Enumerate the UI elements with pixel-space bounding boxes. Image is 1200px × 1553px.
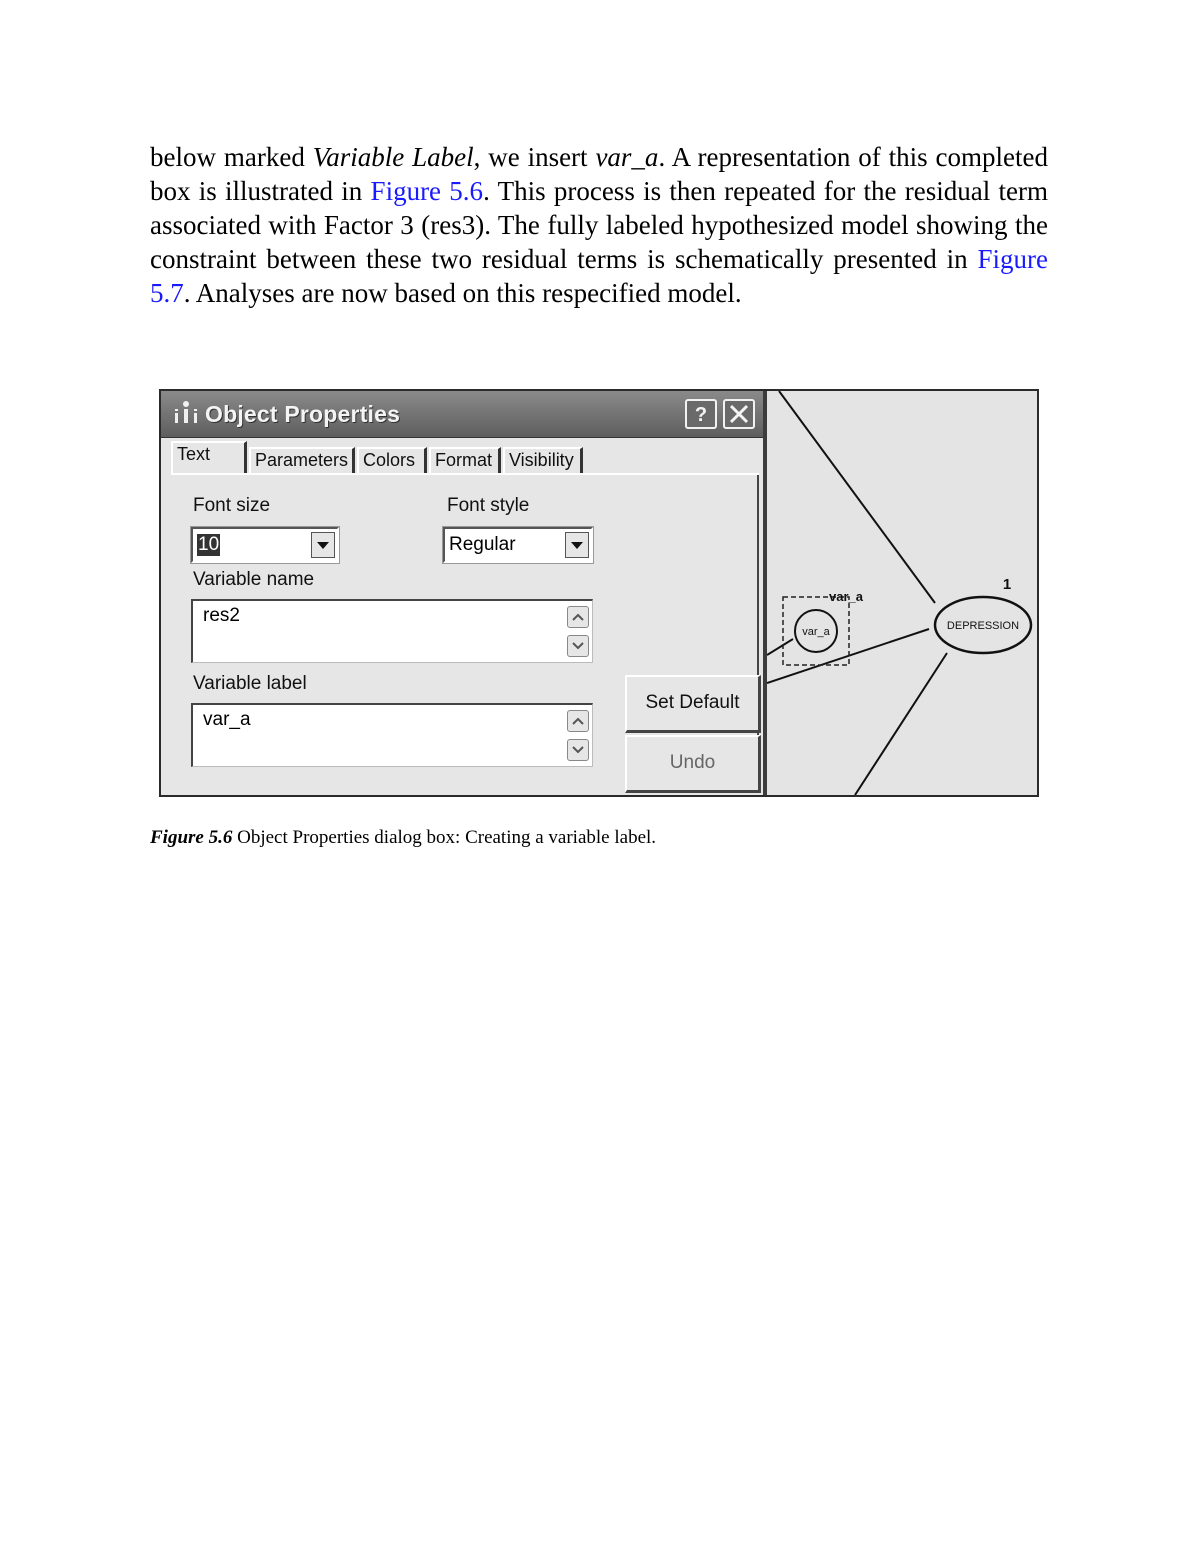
tab-format[interactable]: Format bbox=[429, 447, 501, 473]
dialog-title: Object Properties bbox=[205, 401, 401, 427]
variable-label-field[interactable] bbox=[191, 703, 593, 767]
figure-screenshot bbox=[159, 389, 1039, 797]
font-style-label: Font style bbox=[447, 495, 530, 516]
figure-5-7-link[interactable]: Figure 5.7 bbox=[150, 244, 1048, 308]
text-tab-panel bbox=[171, 475, 759, 791]
variable-name-label: Variable name bbox=[193, 569, 315, 590]
caption-text: Object Properties dialog box: Creating a variable label. bbox=[232, 827, 657, 848]
font-size-label: Font size bbox=[193, 495, 271, 516]
figure-5-6-link[interactable]: Figure 5.6 bbox=[370, 176, 484, 206]
variable-name-field[interactable] bbox=[191, 599, 593, 663]
help-icon bbox=[689, 403, 713, 425]
object-properties-dialog bbox=[161, 391, 767, 795]
tab-colors[interactable]: Colors bbox=[357, 447, 427, 473]
scroll-down-button[interactable] bbox=[567, 739, 589, 761]
chevron-up-icon bbox=[572, 613, 584, 621]
object-properties-icon bbox=[171, 399, 201, 427]
variable-label-label: Variable label bbox=[193, 673, 307, 694]
tab-visibility[interactable]: Visibility bbox=[503, 447, 583, 473]
scroll-up-button[interactable] bbox=[567, 710, 589, 732]
path-line-left-edge bbox=[767, 639, 793, 655]
path-line-residual bbox=[767, 629, 929, 683]
tab-parameters[interactable]: Parameters bbox=[249, 447, 355, 473]
chevron-up-icon bbox=[572, 717, 584, 725]
path-line-bottom bbox=[855, 653, 947, 795]
help-button[interactable] bbox=[685, 399, 717, 429]
font-size-value: 10 bbox=[198, 534, 220, 555]
set-default-button[interactable]: Set Default bbox=[625, 675, 761, 733]
residual-circle-text: var_a bbox=[802, 626, 830, 638]
tab-text[interactable]: Text bbox=[171, 441, 247, 475]
path-diagram bbox=[767, 391, 1037, 795]
dialog-titlebar[interactable] bbox=[161, 391, 763, 438]
chevron-down-icon bbox=[572, 746, 584, 754]
font-style-dropdown-button[interactable] bbox=[565, 532, 589, 558]
depression-label: DEPRESSION bbox=[946, 620, 1020, 632]
var-a-term: var_a bbox=[595, 142, 659, 172]
font-style-value: Regular bbox=[449, 534, 516, 555]
figure-caption bbox=[150, 827, 656, 849]
variable-name-value: res2 bbox=[203, 605, 240, 626]
residual-label: var_a bbox=[829, 589, 863, 604]
chevron-down-icon bbox=[317, 542, 329, 550]
svg-text:?: ? bbox=[694, 404, 708, 425]
tab-strip bbox=[171, 441, 763, 475]
chevron-down-icon bbox=[572, 642, 584, 650]
chevron-down-icon bbox=[571, 542, 583, 550]
body-paragraph: below marked Variable Label, we insert var_a. A representation of this completed box is illustrated in Figure 5.6. This process is then repeated for the residual term associated with Factor 3 (res3). The fully labeled hypothesized model showing the constraint between these two residual terms is schematically presented in Figure 5.7. Analyses are now based on this respecified model. bbox=[150, 142, 1049, 308]
font-style-select[interactable] bbox=[443, 527, 593, 563]
font-size-dropdown-button[interactable] bbox=[311, 532, 335, 558]
variable-label-value: var_a bbox=[203, 709, 251, 730]
caption-figure-number: Figure 5.6 bbox=[150, 827, 233, 848]
close-icon bbox=[727, 403, 751, 425]
variable-label-term: Variable Label bbox=[312, 142, 474, 172]
close-button[interactable] bbox=[723, 399, 755, 429]
font-size-select[interactable] bbox=[191, 527, 339, 563]
path-value: 1 bbox=[1002, 576, 1012, 593]
undo-button[interactable]: Undo bbox=[625, 735, 761, 793]
scroll-down-button[interactable] bbox=[567, 635, 589, 657]
scroll-up-button[interactable] bbox=[567, 606, 589, 628]
path-line-top bbox=[779, 391, 935, 603]
